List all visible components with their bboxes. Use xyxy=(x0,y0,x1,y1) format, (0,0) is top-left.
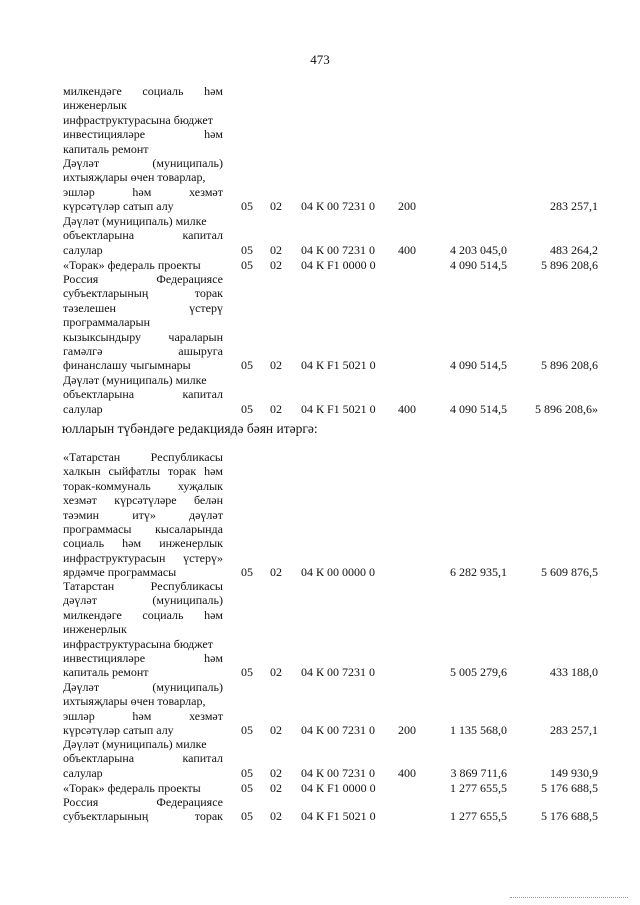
amount-year-2: 149 930,9 xyxy=(550,765,598,780)
section-code: 05 xyxy=(241,665,253,680)
description-line: торак-коммуналь хуҗалык xyxy=(63,478,223,493)
description-line: күрсәтүләр сатып алу xyxy=(63,199,174,214)
description-line: Россия Федерациясе xyxy=(63,272,223,286)
expense-type-code: 400 xyxy=(398,242,416,257)
subsection-code: 02 xyxy=(270,665,282,680)
target-article-code: 04 К 00 7231 0 xyxy=(301,242,376,257)
section-code: 05 xyxy=(241,199,253,214)
amount-year-1: 3 869 711,6 xyxy=(450,765,507,780)
description-line: салулар xyxy=(63,765,103,780)
expense-type-code: 200 xyxy=(398,199,416,214)
description-line: ихтыяҗлары өчен товарлар, xyxy=(63,170,206,185)
description-line: салулар xyxy=(63,242,103,257)
description-line: милкендәге социаль һәм xyxy=(63,607,223,622)
description-line: Дәүләт (муниципаль) милке xyxy=(63,737,207,751)
description-line: инвестицияләре һәм xyxy=(63,650,223,665)
amount-year-2: 283 257,1 xyxy=(550,723,598,738)
expense-type-code: 200 xyxy=(398,723,416,738)
target-article-code: 04 К 00 7231 0 xyxy=(301,199,376,214)
description-line: инфраструктурасына бюджет xyxy=(63,112,213,127)
description-line: хезмәт күрсәтүләре белән xyxy=(63,493,223,508)
row-description xyxy=(63,272,223,373)
description-line: Дәүләт (муниципаль) xyxy=(63,156,223,170)
description-line: ихтыяҗлары өчен товарлар, xyxy=(63,694,206,709)
row-description xyxy=(63,737,223,780)
row-description xyxy=(63,258,223,272)
subsection-code: 02 xyxy=(270,258,282,272)
amount-year-1: 4 090 514,5 xyxy=(450,358,507,373)
description-line: «Татарстан Республикасы xyxy=(63,450,223,464)
description-line: «Торак» федераль проекты xyxy=(63,781,201,795)
row-description xyxy=(63,156,223,214)
target-article-code: 04 К F1 5021 0 xyxy=(301,358,376,373)
subsection-code: 02 xyxy=(270,199,282,214)
subsection-code: 02 xyxy=(270,781,282,795)
description-line: инфраструктурасын үстерү» xyxy=(63,550,223,565)
section-code: 05 xyxy=(241,565,253,580)
description-line: ярдәмче программасы xyxy=(63,565,177,580)
description-line: эшләр һәм хезмәт xyxy=(63,184,223,199)
description-line: инженерлык xyxy=(63,622,127,637)
amount-year-2: 5 176 688,5 xyxy=(541,809,598,823)
row-description xyxy=(63,214,223,257)
description-line: Россия Федерациясе xyxy=(63,795,223,809)
row-description xyxy=(63,809,223,823)
description-line: субъектларының торак xyxy=(63,809,223,823)
section-code: 05 xyxy=(241,809,253,823)
subsection-code: 02 xyxy=(270,358,282,373)
amount-year-1: 4 090 514,5 xyxy=(450,258,507,272)
description-line: «Торак» федераль проекты xyxy=(63,258,201,272)
description-line: Дәүләт (муниципаль) xyxy=(63,680,223,694)
scan-artifact-line xyxy=(510,897,628,898)
description-line: программаларын xyxy=(63,315,151,330)
description-line: тәзелешен үстерү xyxy=(63,300,223,315)
description-line: объектларына капитал xyxy=(63,228,223,243)
target-article-code: 04 К F1 0000 0 xyxy=(301,258,376,272)
section-code: 05 xyxy=(241,401,253,416)
description-line: Дәүләт (муниципаль) милке xyxy=(63,373,207,387)
description-line: капиталь ремонт xyxy=(63,141,149,156)
description-line: эшләр һәм хезмәт xyxy=(63,708,223,723)
target-article-code: 04 К 00 0000 0 xyxy=(301,565,376,580)
description-line: кызыксындыру чараларын xyxy=(63,329,223,344)
row-description xyxy=(63,373,223,416)
amount-year-1: 6 282 935,1 xyxy=(450,565,507,580)
row-description xyxy=(63,781,223,795)
section-code: 05 xyxy=(241,258,253,272)
amount-year-1: 1 135 568,0 xyxy=(450,723,507,738)
description-line: инфраструктурасына бюджет xyxy=(63,636,213,651)
amount-year-2: 5 896 208,6 xyxy=(541,258,598,272)
subsection-code: 02 xyxy=(270,242,282,257)
description-line: дәүләт (муниципаль) xyxy=(63,593,223,608)
subsection-code: 02 xyxy=(270,565,282,580)
description-line: милкендәге социаль һәм xyxy=(63,84,223,98)
amount-year-1: 1 277 655,5 xyxy=(450,781,507,795)
description-line: күрсәтүләр сатып алу xyxy=(63,723,174,738)
amendment-text: юлларын түбәндәге редакциядә бәян итәргә: xyxy=(62,421,318,436)
row-description xyxy=(63,795,223,809)
row-description xyxy=(63,84,223,156)
amount-year-2: 5 609 876,5 xyxy=(541,565,598,580)
target-article-code: 04 К 00 7231 0 xyxy=(301,665,376,680)
section-code: 05 xyxy=(241,723,253,738)
target-article-code: 04 К F1 5021 0 xyxy=(301,401,376,416)
description-line: инженерлык xyxy=(63,98,127,113)
description-line: салулар xyxy=(63,401,103,416)
description-line: гамәлгә ашыруга xyxy=(63,343,223,358)
amount-year-2: 433 188,0 xyxy=(550,665,598,680)
section-code: 05 xyxy=(241,781,253,795)
expense-type-code: 400 xyxy=(398,401,416,416)
subsection-code: 02 xyxy=(270,765,282,780)
subsection-code: 02 xyxy=(270,809,282,823)
page-number: 473 xyxy=(310,52,330,67)
row-description xyxy=(63,680,223,738)
amount-year-1: 4 090 514,5 xyxy=(450,401,507,416)
amount-year-2: 5 896 208,6» xyxy=(535,401,598,416)
section-code: 05 xyxy=(241,765,253,780)
description-line: объектларына капитал xyxy=(63,387,223,402)
expense-type-code: 400 xyxy=(398,765,416,780)
amount-year-2: 483 264,2 xyxy=(550,242,598,257)
section-code: 05 xyxy=(241,242,253,257)
row-description xyxy=(63,579,223,680)
description-line: Дәүләт (муниципаль) милке xyxy=(63,214,207,228)
target-article-code: 04 К F1 0000 0 xyxy=(301,781,376,795)
amount-year-2: 283 257,1 xyxy=(550,199,598,214)
amount-year-1: 4 203 045,0 xyxy=(450,242,507,257)
amount-year-2: 5 896 208,6 xyxy=(541,358,598,373)
description-line: капиталь ремонт xyxy=(63,665,149,680)
description-line: программасы кысаларында xyxy=(63,521,223,536)
description-line: финанслашу чыгымнары xyxy=(63,358,191,373)
subsection-code: 02 xyxy=(270,401,282,416)
description-line: объектларына капитал xyxy=(63,751,223,766)
amount-year-1: 1 277 655,5 xyxy=(450,809,507,823)
description-line: субъектларының торак xyxy=(63,286,223,301)
description-line: тәэмин итү» дәүләт xyxy=(63,507,223,522)
section-code: 05 xyxy=(241,358,253,373)
subsection-code: 02 xyxy=(270,723,282,738)
target-article-code: 04 К F1 5021 0 xyxy=(301,809,376,823)
description-line: социаль һәм инженерлык xyxy=(63,536,223,551)
amount-year-2: 5 176 688,5 xyxy=(541,781,598,795)
row-description xyxy=(63,450,223,580)
target-article-code: 04 К 00 7231 0 xyxy=(301,723,376,738)
amount-year-1: 5 005 279,6 xyxy=(450,665,507,680)
target-article-code: 04 К 00 7231 0 xyxy=(301,765,376,780)
description-line: халкын сыйфатлы торак һәм xyxy=(63,464,223,479)
description-line: инвестицияләре һәм xyxy=(63,127,223,142)
description-line: Татарстан Республикасы xyxy=(63,579,223,593)
